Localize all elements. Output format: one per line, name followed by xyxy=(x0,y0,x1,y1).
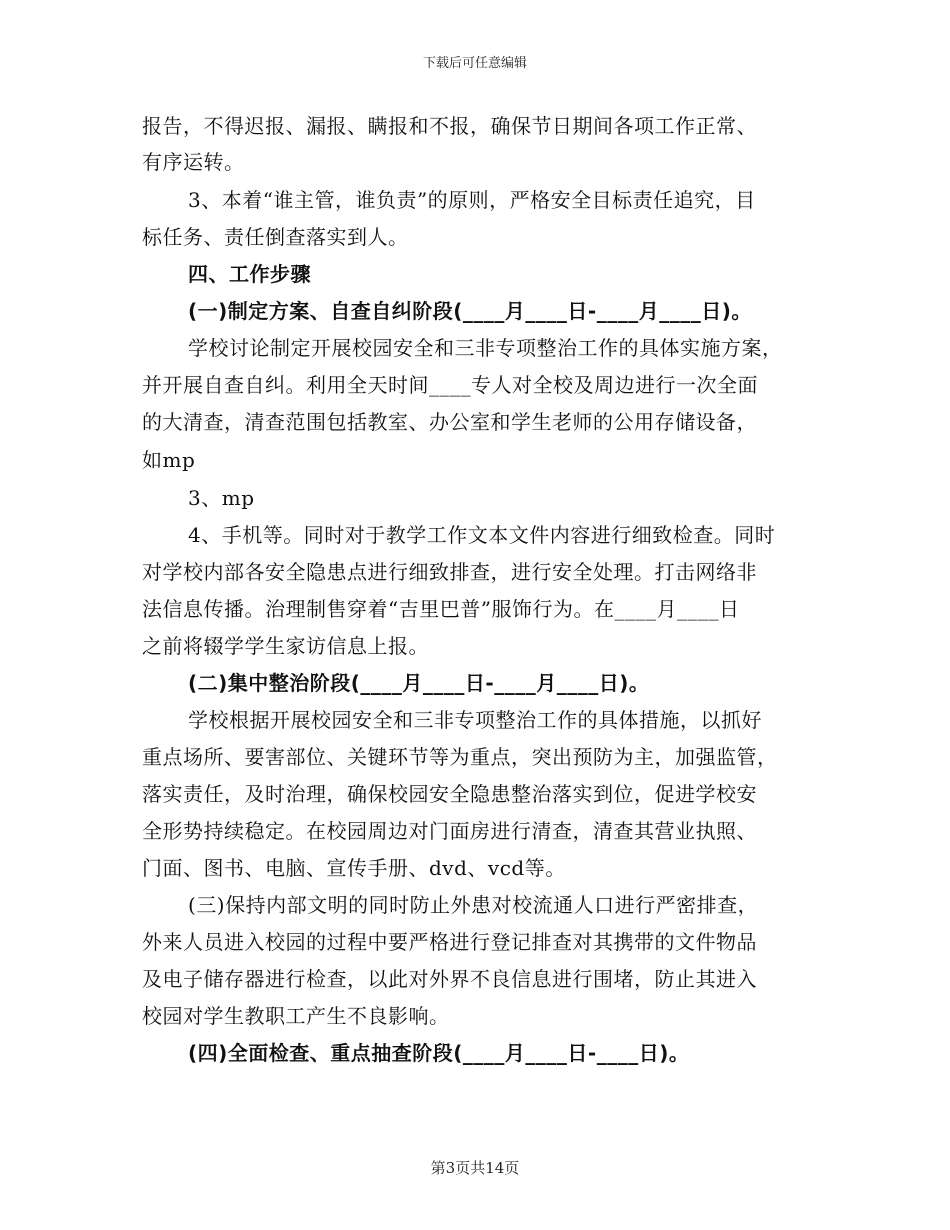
paragraph-line: 报告，不得迟报、漏报、瞒报和不报，确保节日期间各项工作正常、 xyxy=(142,114,757,138)
paragraph-line: 学校根据开展校园安全和三非专项整治工作的具体措施，以抓好 xyxy=(188,708,762,732)
paragraph-line: 校园对学生教职工产生不良影响。 xyxy=(142,1004,450,1028)
paragraph-line: 标任务、责任倒查落实到人。 xyxy=(142,225,409,249)
paragraph-line: 有序运转。 xyxy=(142,150,245,174)
paragraph-line: 学校讨论制定开展校园安全和三非专项整治工作的具体实施方案， xyxy=(188,336,783,360)
subsection-heading: (二)集中整治阶段(____月____日-____月____日)。 xyxy=(188,671,650,695)
paragraph-line: 对学校内部各安全隐患点进行细致排查，进行安全处理。打击网络非 xyxy=(142,560,757,584)
page-footer: 第3页共14页 xyxy=(430,1159,520,1177)
page-header: 下载后可任意编辑 xyxy=(422,56,527,71)
subsection-heading: (一)制定方案、自查自纠阶段(____月____日-____月____日)。 xyxy=(188,299,752,323)
paragraph-line: 及电子储存器进行检查，以此对外界不良信息进行围堵，防止其进入 xyxy=(142,967,757,991)
subsection-heading: (四)全面检查、重点抽查阶段(____月____日-____日)。 xyxy=(188,1041,690,1065)
paragraph-line: 法信息传播。治理制售穿着“吉里巴普”服饰行为。在____月____日 xyxy=(142,597,740,621)
section-heading: 四、工作步骤 xyxy=(188,262,311,286)
paragraph-line: 3、mp xyxy=(188,486,255,510)
paragraph-line: 门面、图书、电脑、宣传手册、dvd、vcd等。 xyxy=(142,856,566,880)
paragraph-line: 的大清查，清查范围包括教室、办公室和学生老师的公用存储设备， xyxy=(142,410,757,434)
paragraph-line: 重点场所、要害部位、关键环节等为重点，突出预防为主，加强监管， xyxy=(142,745,778,769)
paragraph-line: 落实责任，及时治理，确保校园安全隐患整治落实到位，促进学校安 xyxy=(142,782,757,806)
paragraph-line: (三)保持内部文明的同时防止外患对校流通人口进行严密排查， xyxy=(188,893,759,917)
paragraph-line: 3、本着“谁主管，谁负责”的原则，严格安全目标责任追究，目 xyxy=(188,188,756,212)
paragraph-line: 并开展自查自纠。利用全天时间____专人对全校及周边进行一次全面 xyxy=(142,373,758,397)
paragraph-line: 全形势持续稳定。在校园周边对门面房进行清查，清查其营业执照、 xyxy=(142,819,757,843)
paragraph-line: 如mp xyxy=(142,448,196,472)
paragraph-line: 外来人员进入校园的过程中要严格进行登记排查对其携带的文件物品 xyxy=(142,930,757,954)
paragraph-line: 之前将辍学学生家访信息上报。 xyxy=(142,634,429,658)
paragraph-line: 4、手机等。同时对于教学工作文本文件内容进行细致检查。同时 xyxy=(188,523,776,547)
